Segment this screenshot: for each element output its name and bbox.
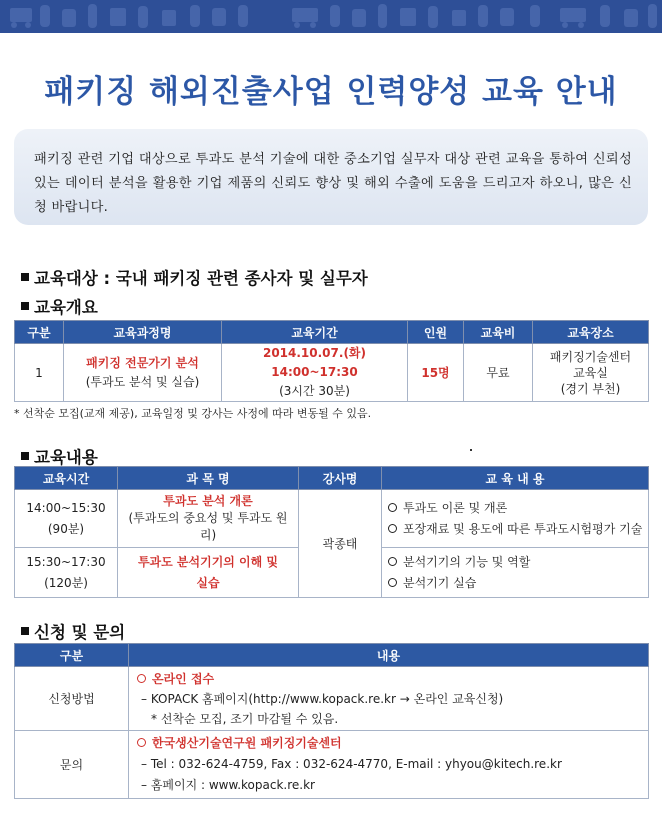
course-period: 2014.10.07.(화) 14:00~17:30 (3시간 30분) xyxy=(222,344,408,402)
session-time: 14:00~15:30 (90분) xyxy=(15,490,118,548)
row-number: 1 xyxy=(15,344,64,402)
section-content: 교육내용 xyxy=(21,444,98,468)
circle-bullet-icon xyxy=(388,557,397,566)
contact-label: 문의 xyxy=(15,731,129,799)
square-bullet-icon xyxy=(21,302,29,310)
subject: 투과도 분석기기의 이해 및 실습 xyxy=(118,548,299,598)
content-items: 투과도 이론 및 개론 포장재료 및 용도에 따른 투과도시험평가 기술 xyxy=(382,490,649,548)
section-target: 교육대상 : 국내 패키징 관련 종사자 및 실무자 xyxy=(21,265,368,289)
top-banner xyxy=(0,0,662,33)
course-name: 패키징 전문가기 분석 (투과도 분석 및 실습) xyxy=(64,344,222,402)
section-apply: 신청 및 문의 xyxy=(21,619,125,643)
table-row xyxy=(15,490,649,548)
circle-bullet-icon xyxy=(137,738,146,747)
section-overview: 교육개요 xyxy=(21,294,98,318)
content-table xyxy=(14,466,649,598)
overview-table xyxy=(14,320,649,402)
table-header-row xyxy=(15,644,649,667)
table-header: 교육과정명 xyxy=(64,321,222,344)
square-bullet-icon xyxy=(21,273,29,281)
session-time: 15:30~17:30 (120분) xyxy=(15,548,118,598)
instructor: 곽종태 xyxy=(299,490,382,598)
table-row xyxy=(15,731,649,799)
square-bullet-icon xyxy=(21,452,29,460)
table-row xyxy=(15,344,649,402)
table-header: 내용 xyxy=(129,644,649,667)
headcount: 15명 xyxy=(408,344,464,402)
table-header: 강사명 xyxy=(299,467,382,490)
table-header-row xyxy=(15,467,649,490)
fee: 무료 xyxy=(464,344,533,402)
overview-note: * 선착순 모집(교재 제공), 교육일정 및 강사는 사정에 따라 변동될 수 있음. xyxy=(14,407,372,420)
stray-dot xyxy=(470,449,472,451)
table-header: 인원 xyxy=(408,321,464,344)
circle-bullet-icon xyxy=(388,503,397,512)
table-header: 교육비 xyxy=(464,321,533,344)
place: 패키징기술센터 교육실 (경기 부천) xyxy=(533,344,649,402)
subject: 투과도 분석 개론 (투과도의 중요성 및 투과도 원리) xyxy=(118,490,299,548)
circle-bullet-icon xyxy=(388,524,397,533)
square-bullet-icon xyxy=(21,627,29,635)
packaging-pattern-icon xyxy=(0,0,662,33)
apply-table xyxy=(14,643,649,799)
contact-details: 한국생산기술연구원 패키징기술센터 – Tel : 032-624-4759, Fax : 032-624-4770, E-mail : yhyou@kitech.re.kr – 홈페이지 : www.kopack.re.kr xyxy=(129,731,649,799)
table-header: 교 육 내 용 xyxy=(382,467,649,490)
table-header: 구분 xyxy=(15,321,64,344)
table-header-row xyxy=(15,321,649,344)
content-items: 분석기기의 기능 및 역할 분석기기 실습 xyxy=(382,548,649,598)
method-label: 신청방법 xyxy=(15,667,129,731)
circle-bullet-icon xyxy=(388,578,397,587)
table-header: 과 목 명 xyxy=(118,467,299,490)
intro-box: 패키징 관련 기업 대상으로 투과도 분석 기술에 대한 중소기업 실무자 대상 관련 교육을 통하여 신뢰성 있는 데이터 분석을 활용한 기업 제품의 신뢰도 향상 및 해외 수출에 도움을 드리고자 하오니, 많은 신청 바랍니다. xyxy=(14,129,648,225)
page-title: 패키징 해외진출사업 인력양성 교육 안내 xyxy=(44,74,618,110)
method-details: 온라인 접수 – KOPACK 홈페이지(http://www.kopack.re.kr → 온라인 교육신청) * 선착순 모집, 조기 마감될 수 있음. xyxy=(129,667,649,731)
table-header: 교육기간 xyxy=(222,321,408,344)
table-header: 교육시간 xyxy=(15,467,118,490)
table-header: 구분 xyxy=(15,644,129,667)
circle-bullet-icon xyxy=(137,674,146,683)
table-header: 교육장소 xyxy=(533,321,649,344)
table-row xyxy=(15,667,649,731)
